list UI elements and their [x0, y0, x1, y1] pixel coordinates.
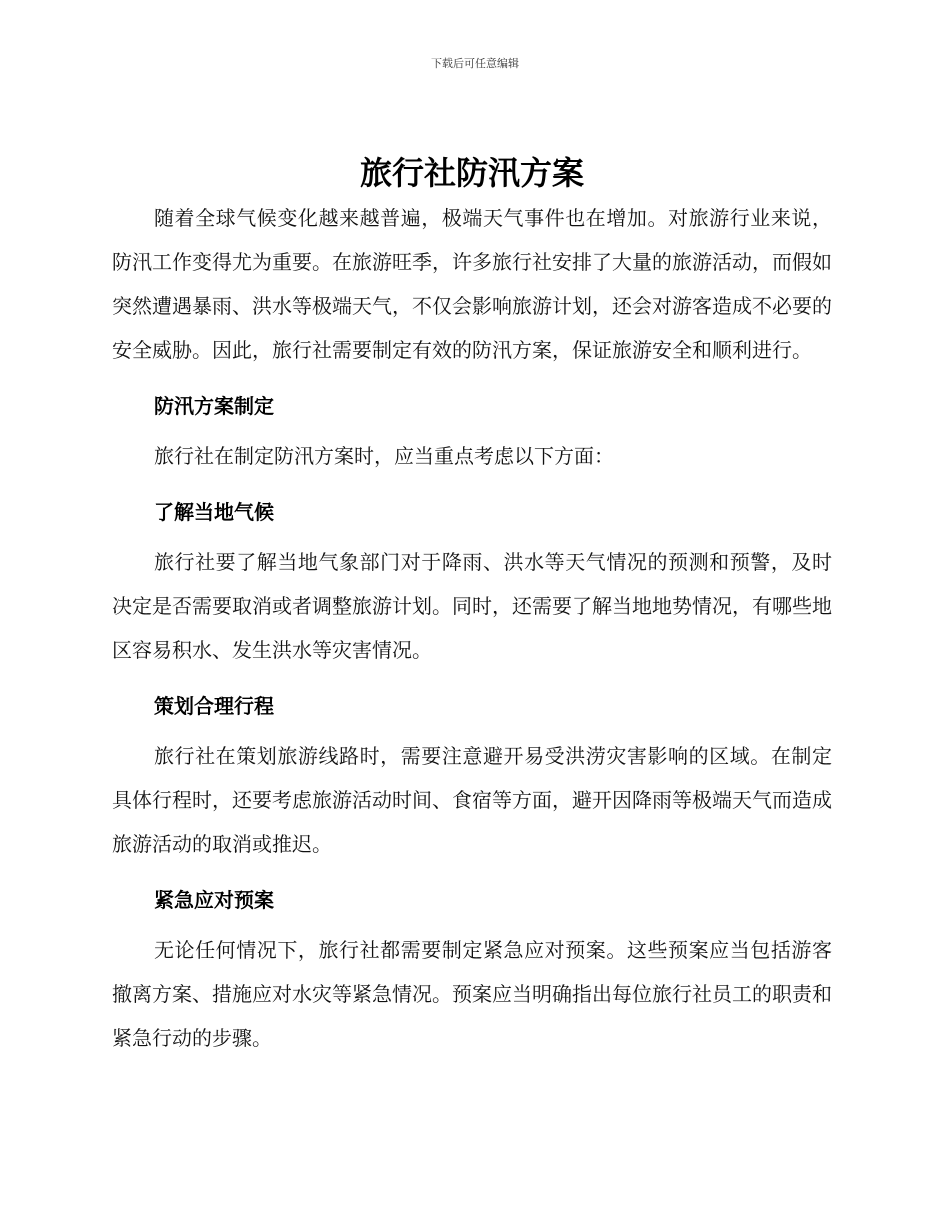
page-header-note: 下载后可任意编辑: [431, 57, 519, 70]
section-heading-flood-plan: 防汛方案制定: [154, 394, 274, 418]
section-heading-local-climate: 了解当地气候: [154, 500, 274, 524]
section-paragraph-local-climate: 旅行社要了解当地气象部门对于降雨、洪水等天气情况的预测和预警，及时决定是否需要取消或者调整旅游计划。同时，还需要了解当地地势情况，有哪些地区容易积水、发生洪水等灾害情况。: [112, 550, 832, 662]
section-paragraph-emergency: 无论任何情况下，旅行社都需要制定紧急应对预案。这些预案应当包括游客撤离方案、措施应对水灾等紧急情况。预案应当明确指出每位旅行社员工的职责和紧急行动的步骤。: [112, 938, 832, 1050]
document-body: [112, 150, 832, 1060]
section-heading-emergency: 紧急应对预案: [154, 888, 274, 912]
intro-paragraph: 随着全球气候变化越来越普遍，极端天气事件也在增加。对旅游行业来说，防汛工作变得尤为重要。在旅游旺季，许多旅行社安排了大量的旅游活动，而假如突然遭遇暴雨、洪水等极端天气，不仅会影响旅游计划，还会对游客造成不必要的安全威胁。因此，旅行社需要制定有效的防汛方案，保证旅游安全和顺利进行。: [112, 206, 832, 362]
spacer: [112, 478, 832, 484]
document-title: 旅行社防汛方案: [359, 154, 584, 192]
spacer: [112, 372, 832, 378]
section-paragraph-flood-plan: 旅行社在制定防汛方案时，应当重点考虑以下方面：: [154, 444, 614, 468]
spacer: [112, 672, 832, 678]
spacer: [112, 866, 832, 872]
section-heading-itinerary: 策划合理行程: [154, 694, 274, 718]
section-paragraph-itinerary: 旅行社在策划旅游线路时，需要注意避开易受洪涝灾害影响的区域。在制定具体行程时，还要考虑旅游活动时间、食宿等方面，避开因降雨等极端天气而造成旅游活动的取消或推迟。: [112, 744, 832, 856]
